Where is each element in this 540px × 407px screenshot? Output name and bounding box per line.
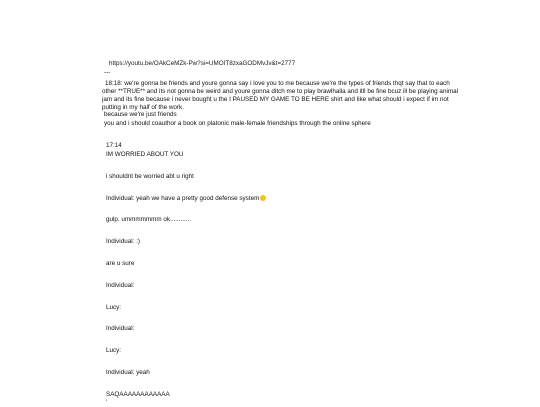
timestamp-label: 17:14 xyxy=(106,142,122,149)
are-u-sure-line: are u sure xyxy=(106,260,135,267)
defense-line xyxy=(106,195,266,203)
youtube-link[interactable]: https://youtu.be/OAkCeMZk-Pw?si=UMOIT8zxaGODMvJv&t=2777 xyxy=(109,60,296,67)
just-friends-line: because we're just friends xyxy=(104,111,177,118)
paragraph-text: 18:18: we're gonna be friends and youre gonna say i love you to me because we're the types of friends thqt say that to each other **TRUE** and its not gonna be weird and youre gonna ditch me to play brawlhalla and itll be fine bcuz ill be playing animal jam and its fine because i never bought u the I PAUSED MY GAME TO BE HERE shirt and like what should i expect if im not putting in my half of the work. xyxy=(102,80,458,111)
individual-line-1: Individual: xyxy=(106,282,135,289)
smiling-face-icon xyxy=(260,195,266,201)
worried-line: IM WORRIED ABOUT YOU xyxy=(106,151,184,158)
individual-smile-line: Individual: :) xyxy=(106,238,140,245)
saqa-line: SAQAAAAAAAAAAAA xyxy=(106,391,170,398)
timestamp-paragraph xyxy=(102,80,462,112)
coauthor-line: you and i should coauthor a book on platonic male-female friendships through the online sphere xyxy=(104,120,371,127)
lucy-line-2: Lucy: xyxy=(106,347,122,354)
defense-text: Individual: yeah we have a pretty good defense system xyxy=(106,195,260,202)
trailing-mark: ' xyxy=(106,399,108,406)
gulp-line: gulp. ummmmmmm ok............ xyxy=(106,216,192,223)
shouldnt-worry-line: i shouldnt be worried abt u right xyxy=(106,173,194,180)
individual-line-2: Individual: xyxy=(106,325,135,332)
lucy-line-1: Lucy: xyxy=(106,304,122,311)
separator-text: --- xyxy=(104,69,111,76)
individual-yeah-line: Individual: yeah xyxy=(106,369,150,376)
